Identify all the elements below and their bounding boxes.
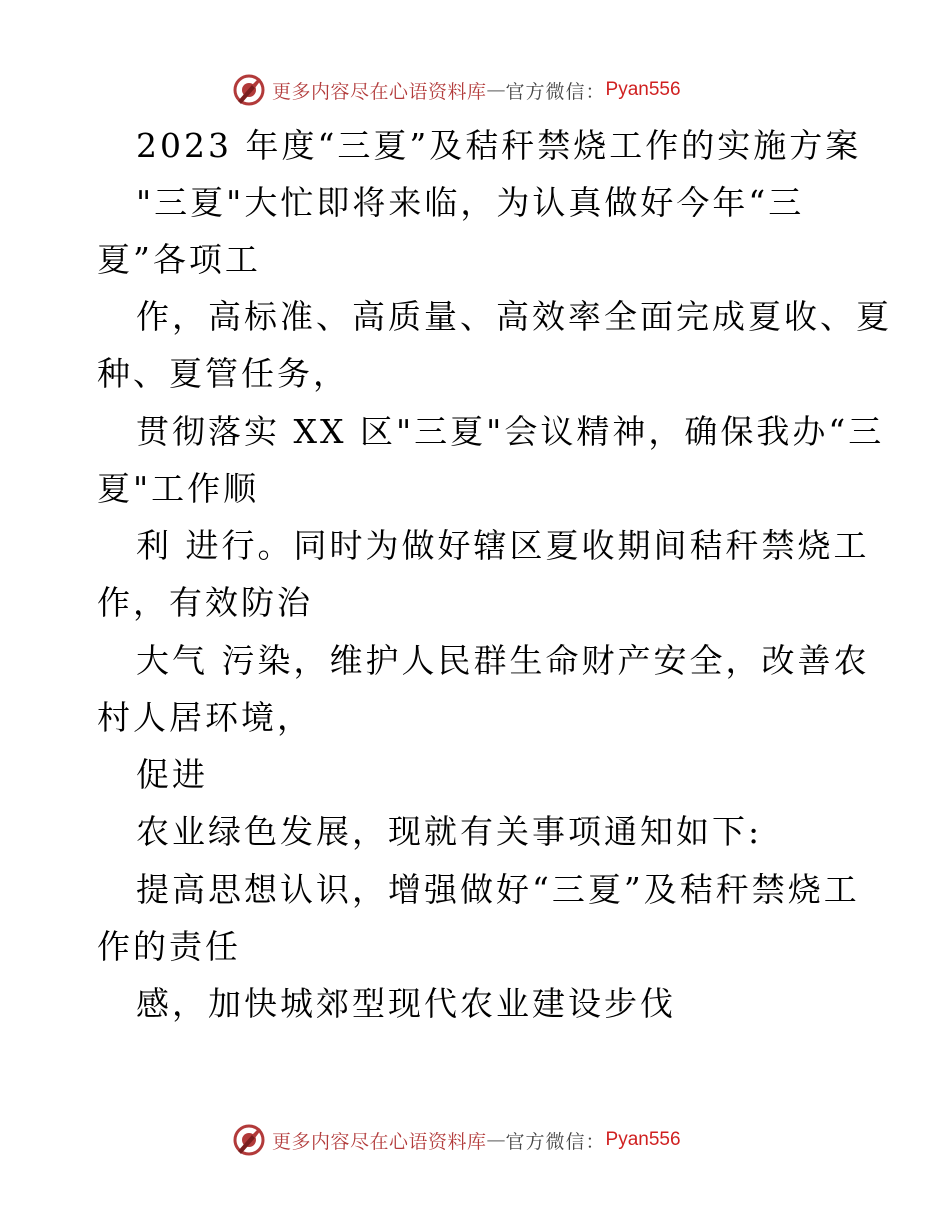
text-line: 促进 — [136, 755, 208, 794]
text-line: 贯彻落实 XX 区"三夏"会议精神，确保我办“三 — [136, 412, 885, 451]
watermark-text: 更多内容尽在心语资料库 — [272, 1130, 487, 1153]
document-title: 2023 年度“三夏”及秸秆禁烧工作的实施方案 — [136, 126, 862, 165]
text-line: 大气 污染，维护人民群生命财产安全，改善农 — [136, 641, 870, 680]
watermark-wechat-id: Pyan556 — [605, 79, 681, 100]
text-line: 作，有效防治 — [97, 583, 313, 622]
text-line: 种、夏管任务， — [97, 354, 349, 393]
text-line: 提高思想认识，增强做好“三夏”及秸秆禁烧工 — [136, 870, 860, 909]
watermark-wechat-id: Pyan556 — [605, 1129, 681, 1150]
text-line: 利 进行。同时为做好辖区夏收期间秸秆禁烧工 — [136, 526, 870, 565]
text-line: "三夏"大忙即将来临，为认真做好今年“三 — [136, 183, 805, 222]
text-line: 村人居环境， — [97, 698, 313, 737]
text-line: 夏"工作顺 — [97, 469, 260, 508]
watermark-text: 更多内容尽在心语资料库 — [272, 80, 487, 103]
watermark-wechat-label: 官方微信： — [505, 1130, 606, 1153]
text-line: 作，高标准、高质量、高效率全面完成夏收、夏 — [136, 297, 892, 336]
watermark-dash: — — [486, 79, 506, 101]
watermark-wechat-label: 官方微信： — [505, 80, 606, 103]
text-line: 夏”各项工 — [97, 240, 261, 279]
text-line: 农业绿色发展，现就有关事项通知如下: — [136, 812, 763, 851]
watermark-banner-bottom — [232, 1120, 681, 1160]
text-line: 感，加快城郊型现代农业建设步伐 — [136, 984, 676, 1023]
text-line: 作的责任 — [97, 927, 241, 966]
brand-logo-icon — [232, 1123, 266, 1157]
watermark-dash: — — [486, 1129, 506, 1151]
